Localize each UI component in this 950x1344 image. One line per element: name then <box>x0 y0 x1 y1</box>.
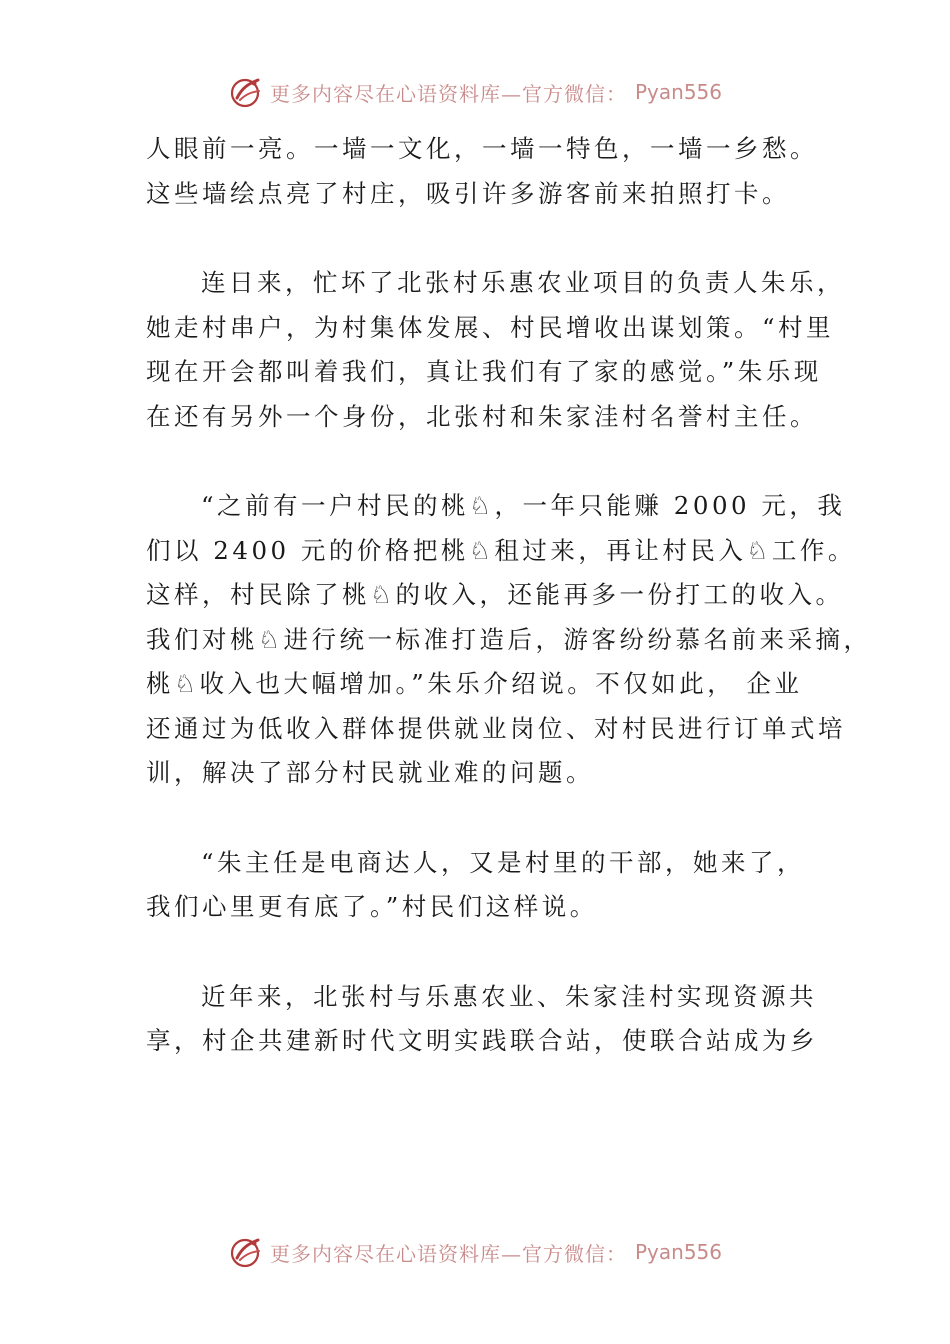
text-line: 这样，村民除了桃♘的收入，还能再多一份打工的收入。 <box>146 580 844 609</box>
paragraph <box>146 484 872 796</box>
text-line: 还通过为低收入群体提供就业岗位、对村民进行订单式培 <box>146 713 846 743</box>
text-line: 训，解决了部分村民就业难的问题。 <box>146 758 594 787</box>
logo-icon <box>228 1234 264 1270</box>
text-line: 她走村串户，为村集体发展、村民增收出谋划策。“村里 <box>146 312 835 342</box>
paragraph <box>146 261 845 439</box>
footer-watermark <box>0 1232 950 1272</box>
text-line: 连日来，忙坏了北张村乐惠农业项目的负责人朱乐， <box>201 268 845 297</box>
text-line: 们以 2400 元的价格把桃♘租过来，再让村民入♘工作。 <box>146 535 856 565</box>
text-line: 享，村企共建新时代文明实践联合站，使联合站成为乡 <box>146 1026 818 1055</box>
paragraph <box>146 841 836 930</box>
document-body <box>146 127 872 1109</box>
text-line: 人眼前一亮。一墙一文化，一墙一特色，一墙一乡愁。 <box>146 134 818 163</box>
text-line: “朱主任是电商达人，又是村里的干部，她来了， <box>201 847 806 877</box>
text-line: 我们心里更有底了。”村民们这样说。 <box>146 892 598 921</box>
text-line: 桃♘收入也大幅增加。”朱乐介绍说。不仅如此， 企业 <box>146 669 803 698</box>
header-watermark <box>0 72 950 112</box>
paragraph <box>146 127 836 216</box>
text-line: 这些墙绘点亮了村庄，吸引许多游客前来拍照打卡。 <box>146 178 790 208</box>
watermark-code: Pyan556 <box>634 80 722 104</box>
text-line: 现在开会都叫着我们，真让我们有了家的感觉。”朱乐现 <box>146 357 822 386</box>
text-line: 近年来，北张村与乐惠农业、朱家洼村实现资源共 <box>201 981 817 1011</box>
logo-icon <box>228 74 264 110</box>
watermark-text: 更多内容尽在心语资料库—官方微信： <box>269 81 627 106</box>
text-line: 我们对桃♘进行统一标准打造后，游客纷纷慕名前来采摘， <box>146 624 872 654</box>
paragraph <box>146 975 836 1064</box>
text-line: 在还有另外一个身份，北张村和朱家洼村名誉村主任。 <box>146 401 818 431</box>
watermark-text: 更多内容尽在心语资料库—官方微信： <box>269 1241 627 1266</box>
text-line: “之前有一户村民的桃♘，一年只能赚 2000 元，我 <box>201 491 846 520</box>
watermark-code: Pyan556 <box>634 1240 722 1264</box>
